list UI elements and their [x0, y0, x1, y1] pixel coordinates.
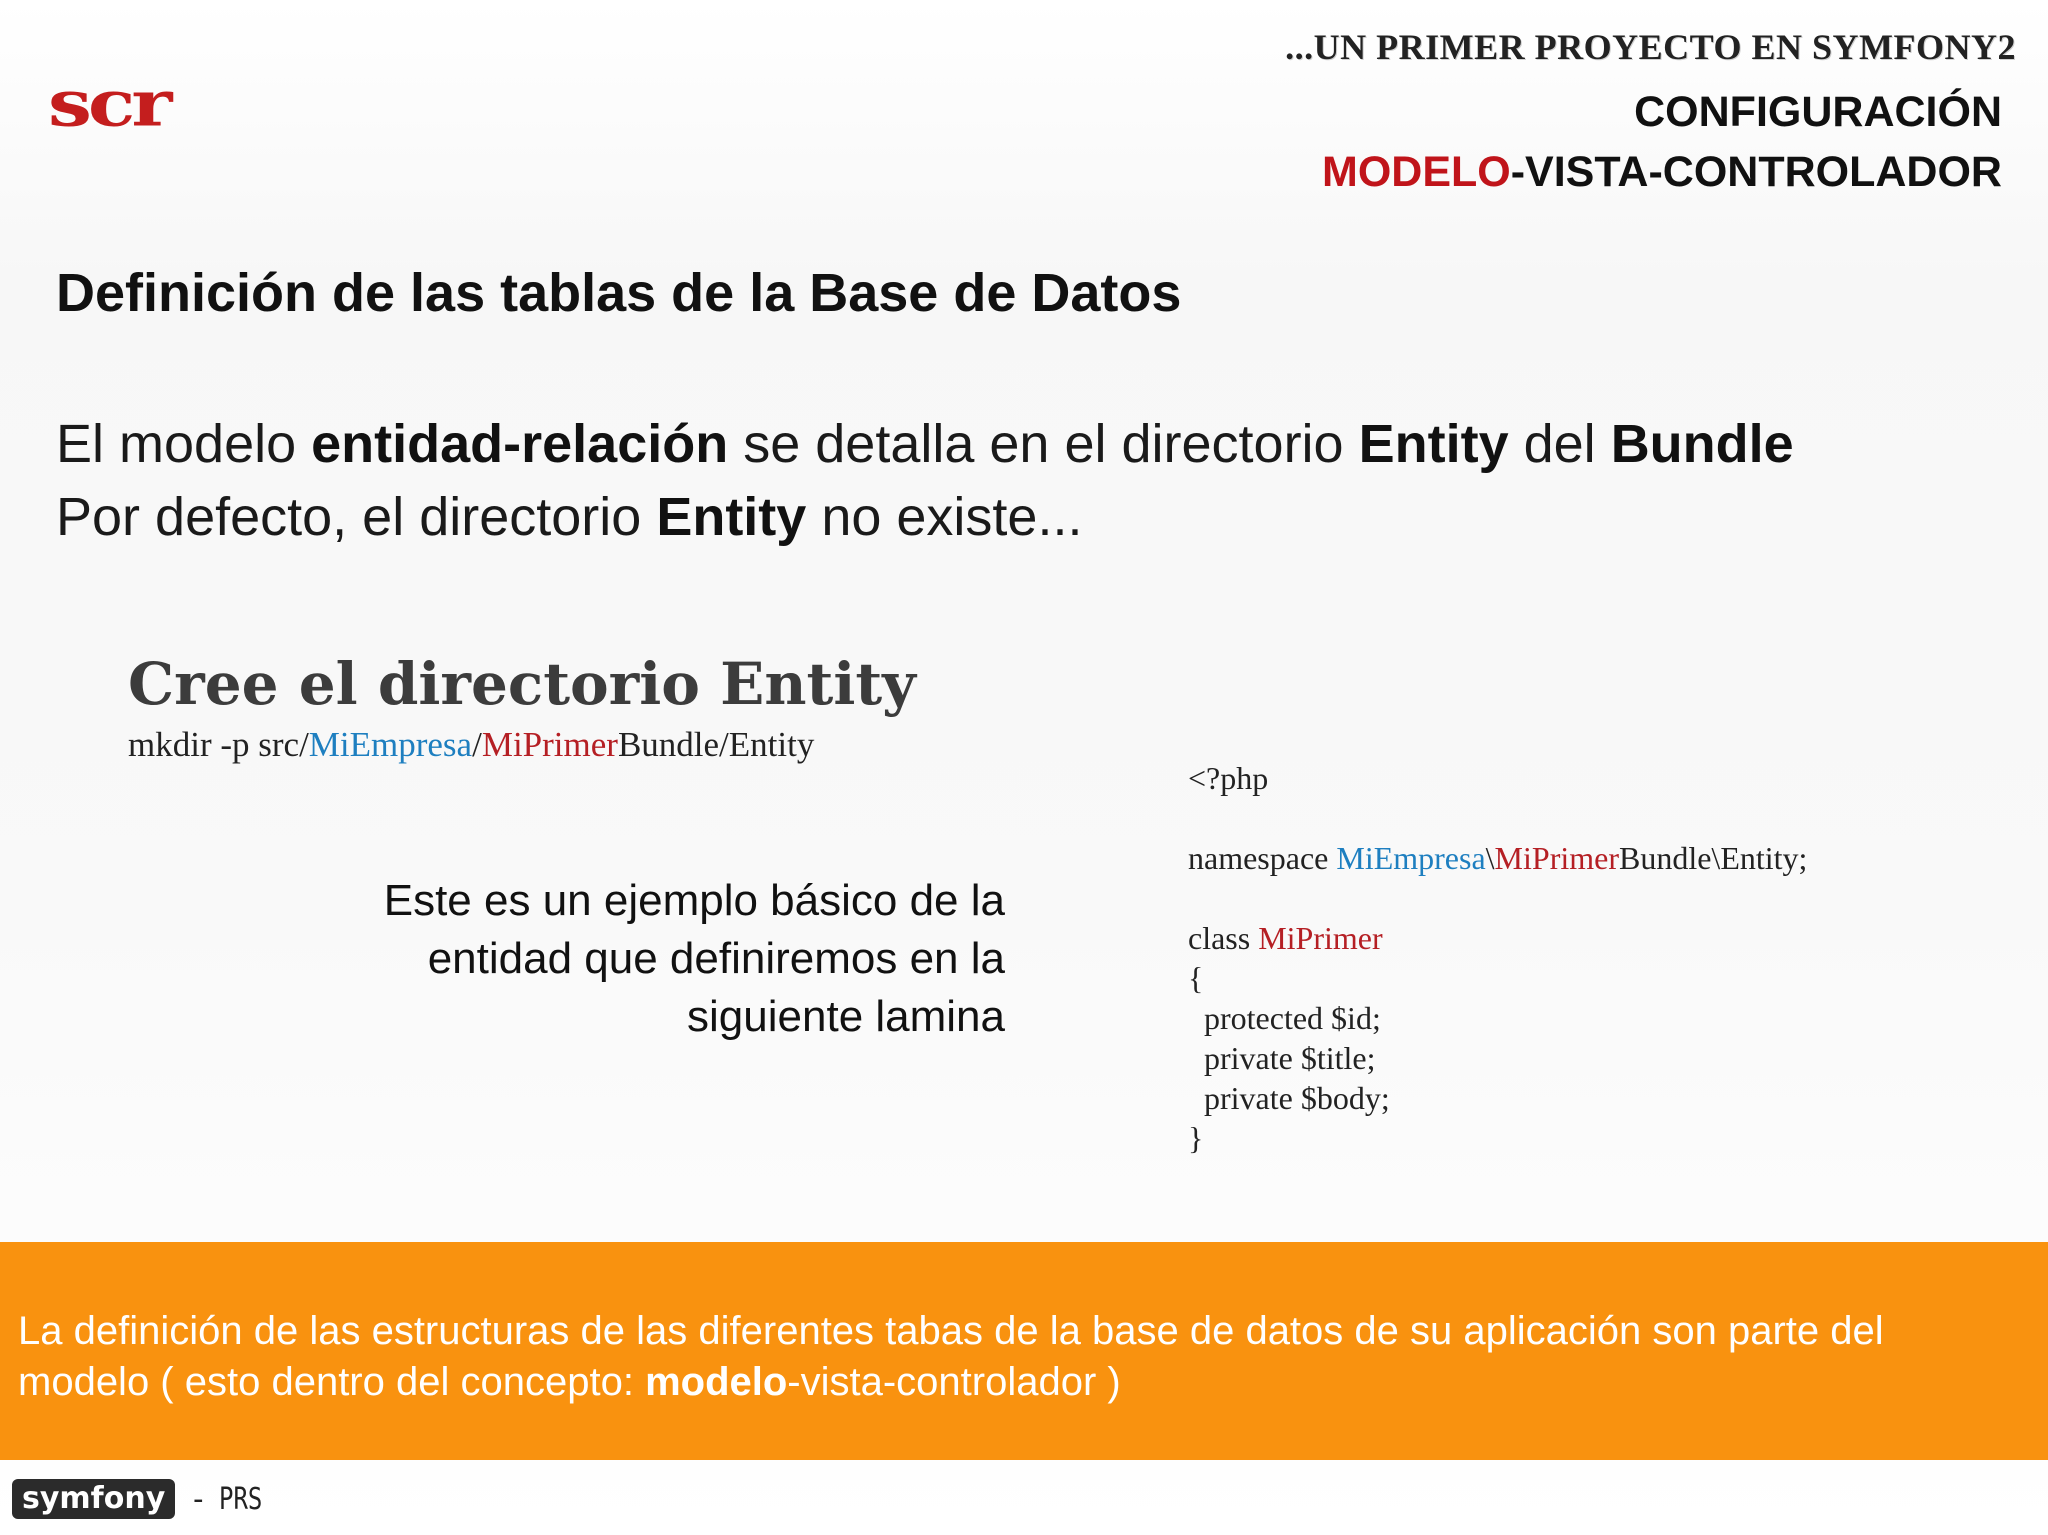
footer-band: [0, 1242, 2048, 1460]
section-subtitle: [1322, 148, 2002, 197]
intro-bold-span: Entity: [656, 487, 807, 547]
code-line-brace-close: }: [1188, 1120, 1204, 1156]
symfony-brand: [12, 1478, 274, 1520]
code-line-field: private $title;: [1188, 1040, 1376, 1076]
symfony-logo: symfony: [12, 1479, 175, 1519]
code-example: [1188, 758, 1807, 1158]
code-class-name: MiPrimer: [1258, 920, 1383, 956]
code-keyword: class: [1188, 920, 1259, 956]
intro-bold-span: Bundle: [1610, 414, 1794, 474]
cmd-prefix: mkdir -p src/: [128, 725, 309, 764]
code-line-namespace: [1188, 838, 1807, 878]
intro-bold-span: Entity: [1358, 414, 1509, 474]
code-line-blank: [1188, 798, 1807, 838]
intro-text-span: no existe...: [806, 487, 1083, 547]
cmd-bundle: MiPrimer: [481, 725, 618, 764]
section-title: CONFIGURACIÓN: [1634, 88, 2002, 136]
brand-suffix: PRS: [219, 1481, 263, 1517]
intro-line-1: [56, 408, 1996, 481]
intro-text-span: Por defecto, el directorio: [56, 487, 657, 547]
brand-separator: -: [189, 1481, 208, 1517]
code-bundle: MiPrimer: [1494, 840, 1619, 876]
code-vendor: MiEmpresa: [1336, 840, 1486, 876]
footer-text: [18, 1306, 2018, 1408]
mkdir-command: [128, 725, 814, 765]
code-line-field: protected $id;: [1188, 1000, 1381, 1036]
intro-bold-span: entidad-relación: [311, 414, 729, 474]
intro-line-2: [56, 481, 1996, 554]
code-keyword: namespace: [1188, 840, 1337, 876]
footer-bold-span: modelo: [645, 1360, 788, 1404]
footer-text-span: -vista-controlador ): [787, 1360, 1121, 1404]
mvc-rest: -VISTA-CONTROLADOR: [1510, 148, 2002, 196]
cmd-suffix: Bundle/Entity: [617, 725, 815, 764]
code-line-open-tag: <?php: [1188, 760, 1269, 796]
code-namespace-rest: Bundle\Entity;: [1618, 840, 1808, 876]
intro-text-span: se detalla en el directorio: [728, 414, 1359, 474]
code-line-brace-open: {: [1188, 960, 1204, 996]
note-line: siguiente lamina: [687, 992, 1005, 1041]
cmd-vendor: MiEmpresa: [308, 725, 473, 764]
scr-logo: scr: [48, 66, 169, 141]
presentation-title: ...UN PRIMER PROYECTO EN SYMFONY2: [1285, 27, 2016, 67]
note-line: Este es un ejemplo básico de la: [383, 876, 1005, 925]
step-heading: Cree el directorio Entity: [128, 650, 916, 718]
note-line: entidad que definiremos en la: [427, 934, 1005, 983]
intro-text-span: El modelo: [56, 414, 312, 474]
cmd-separator: /: [472, 725, 482, 764]
intro-text: [56, 408, 1996, 554]
code-line-field: private $body;: [1188, 1080, 1390, 1116]
page-title: Definición de las tablas de la Base de Datos: [56, 263, 1182, 323]
footer-text-span: modelo ( esto dentro del concepto:: [18, 1360, 646, 1404]
intro-text-span: del: [1508, 414, 1611, 474]
mvc-accent: MODELO: [1322, 148, 1511, 196]
footer-line: [18, 1357, 2018, 1408]
footer-line: La definición de las estructuras de las diferentes tabas de la base de datos de su aplicación son parte del: [18, 1309, 1884, 1353]
code-separator: \: [1485, 840, 1495, 876]
code-line-blank: [1188, 878, 1807, 918]
example-note: [250, 872, 1005, 1046]
code-line-class: [1188, 918, 1807, 958]
